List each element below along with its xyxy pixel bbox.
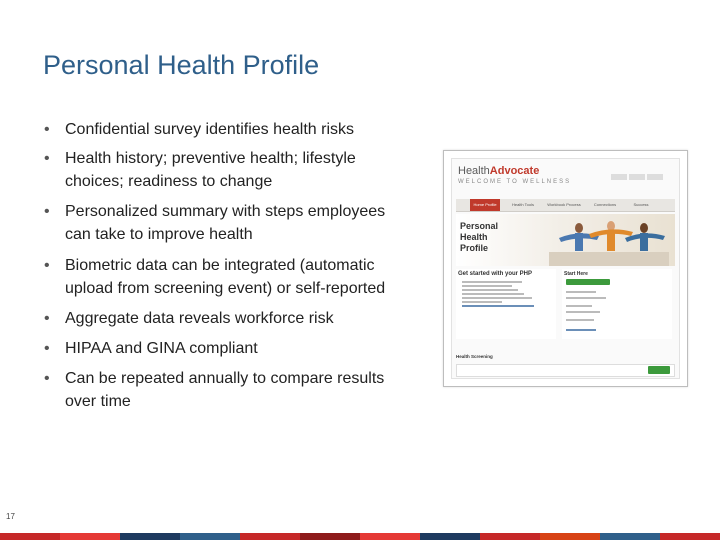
bullet-item: • Aggregate data reveals workforce risk <box>44 307 414 330</box>
bullet-item: • Personalized summary with steps employees can take to improve health <box>44 200 414 246</box>
start-here-title: Start Here <box>564 271 588 277</box>
footer-stripe-segment <box>180 533 240 540</box>
footer-stripe-segment <box>600 533 660 540</box>
hero-title: Personal Health Profile <box>460 221 499 253</box>
bullet-item: • Confidential survey identifies health risks <box>44 118 414 141</box>
nav-tab: Success <box>633 202 649 207</box>
site-nav <box>456 199 675 212</box>
brand-logo: HealthAdvocate <box>458 165 540 177</box>
start-button <box>566 279 610 285</box>
slide-title: Personal Health Profile <box>43 50 320 80</box>
website-screenshot <box>443 150 688 387</box>
screening-button <box>648 366 670 374</box>
footer-stripe <box>0 533 720 540</box>
footer-stripe-segment <box>0 533 60 540</box>
bullet-item: • Health history; preventive health; lifestyle choices; readiness to change <box>44 147 414 193</box>
screenshot-frame <box>451 158 680 379</box>
nav-tab: Connections <box>593 202 617 207</box>
brand-tagline: WELCOME TO WELLNESS <box>458 179 572 185</box>
health-screening-label: Health Screening <box>456 354 493 359</box>
bullet-item: • Can be repeated annually to compare results over time <box>44 367 414 413</box>
footer-stripe-segment <box>240 533 300 540</box>
footer-stripe-segment <box>360 533 420 540</box>
footer-stripe-segment <box>120 533 180 540</box>
footer-stripe-segment <box>660 533 720 540</box>
hero-banner <box>456 214 675 266</box>
stretching-people-image <box>549 216 669 266</box>
footer-stripe-segment <box>60 533 120 540</box>
page-number: 17 <box>6 512 15 521</box>
bullet-item: • HIPAA and GINA compliant <box>44 337 414 360</box>
nav-tab: Health Tools <box>512 202 534 207</box>
footer-stripe-segment <box>480 533 540 540</box>
header-controls <box>609 167 669 183</box>
nav-tab: Workbook Process <box>547 202 581 207</box>
php-intro-panel <box>456 269 556 339</box>
health-screening-bar <box>456 364 675 377</box>
footer-stripe-segment <box>540 533 600 540</box>
bullet-list <box>44 118 414 413</box>
php-intro-title: Get started with your PHP <box>458 271 533 277</box>
footer-stripe-segment <box>420 533 480 540</box>
footer-stripe-segment <box>300 533 360 540</box>
start-here-panel <box>562 269 672 339</box>
nav-tab: Home Profile <box>470 199 500 211</box>
bullet-item: • Biometric data can be integrated (automatic upload from screening event) or self-reported <box>44 254 414 300</box>
